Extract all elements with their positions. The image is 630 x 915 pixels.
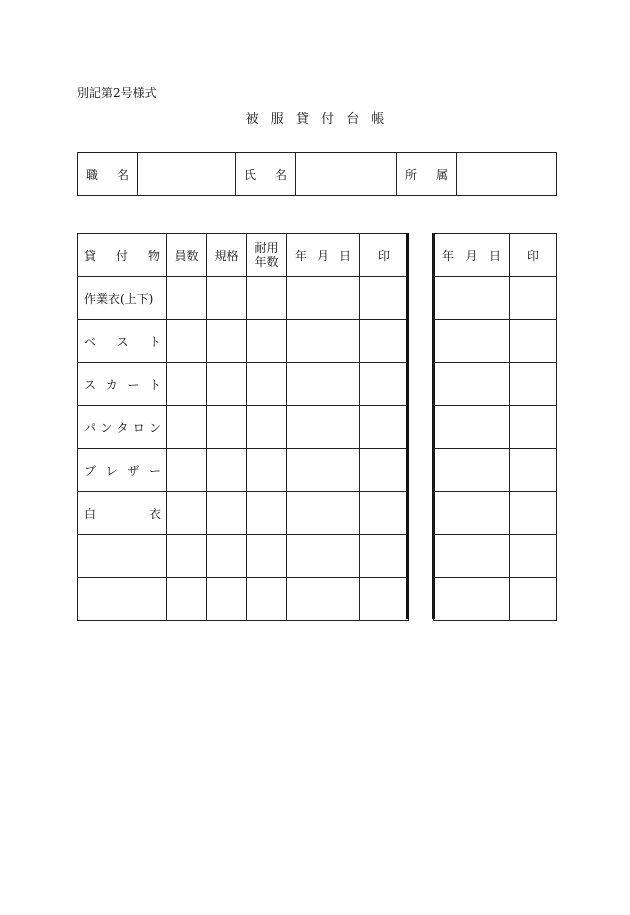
spec-cell[interactable] [207,449,247,492]
service-life-cell[interactable] [247,406,287,449]
date-cell[interactable] [287,535,360,578]
return-row [434,492,557,535]
date-cell[interactable] [287,320,360,363]
spec-cell[interactable] [207,277,247,320]
return-date-cell[interactable] [434,535,510,578]
header-count: 員数 [167,234,207,277]
date-cell[interactable] [287,578,360,621]
table-row [78,492,409,535]
count-cell[interactable] [167,406,207,449]
count-cell[interactable] [167,277,207,320]
loan-table [77,233,409,621]
seal-cell[interactable] [360,277,409,320]
return-date-cell[interactable] [434,492,510,535]
service-life-cell[interactable] [247,578,287,621]
service-life-cell[interactable] [247,535,287,578]
item-name-cell: ベ ス ト [78,320,167,363]
seal-cell[interactable] [360,492,409,535]
seal-cell[interactable] [360,406,409,449]
spec-cell[interactable] [207,363,247,406]
return-seal-cell[interactable] [510,578,557,621]
job-title-field[interactable] [138,153,236,196]
affiliation-field[interactable] [457,153,557,196]
date-cell[interactable] [287,492,360,535]
count-cell[interactable] [167,535,207,578]
title-char: 台 [346,112,360,127]
service-life-cell[interactable] [247,363,287,406]
form-number: 別記第2号様式 [77,86,157,100]
return-header-row [434,234,557,277]
return-date-cell[interactable] [434,406,510,449]
return-row [434,578,557,621]
return-row [434,277,557,320]
title-char: 貸 [295,112,309,127]
item-name-cell: ブ レ ザ ー [78,449,167,492]
item-name-cell [78,535,167,578]
return-date-cell[interactable] [434,449,510,492]
title-char: 付 [321,112,335,127]
divider-left [406,233,409,619]
header-spec: 規格 [207,234,247,277]
name-field[interactable] [296,153,397,196]
spec-cell[interactable] [207,535,247,578]
header-date: 年 月 日 [287,234,360,277]
table-row [78,449,409,492]
count-cell[interactable] [167,449,207,492]
date-cell[interactable] [287,449,360,492]
service-life-cell[interactable] [247,320,287,363]
affiliation-label: 所 属 [397,153,457,196]
title-char: 服 [270,112,284,127]
return-seal-cell[interactable] [510,492,557,535]
seal-cell[interactable] [360,449,409,492]
return-row [434,406,557,449]
table-row [78,363,409,406]
return-date-cell[interactable] [434,363,510,406]
count-cell[interactable] [167,578,207,621]
header-seal: 印 [360,234,409,277]
date-cell[interactable] [287,277,360,320]
spec-cell[interactable] [207,320,247,363]
return-table [433,233,557,621]
item-name-cell [78,578,167,621]
spec-cell[interactable] [207,406,247,449]
info-table [77,152,557,196]
return-date-cell[interactable] [434,320,510,363]
title-char: 被 [245,112,259,127]
title-char: 帳 [371,112,385,127]
return-seal-cell[interactable] [510,449,557,492]
return-date-cell[interactable] [434,277,510,320]
count-cell[interactable] [167,363,207,406]
service-life-cell[interactable] [247,492,287,535]
item-name-cell: 白 衣 [78,492,167,535]
spec-cell[interactable] [207,578,247,621]
table-row [78,535,409,578]
count-cell[interactable] [167,320,207,363]
return-row [434,363,557,406]
page-title [0,108,630,127]
spec-cell[interactable] [207,492,247,535]
return-header-seal: 印 [510,234,557,277]
table-header-row [78,234,409,277]
item-name-cell: 作業衣(上下) [78,277,167,320]
table-row [78,320,409,363]
table-row [78,277,409,320]
name-label: 氏 名 [236,153,296,196]
seal-cell[interactable] [360,535,409,578]
seal-cell[interactable] [360,320,409,363]
service-life-cell[interactable] [247,449,287,492]
count-cell[interactable] [167,492,207,535]
return-row [434,449,557,492]
table-row [78,578,409,621]
return-seal-cell[interactable] [510,320,557,363]
return-seal-cell[interactable] [510,535,557,578]
return-seal-cell[interactable] [510,277,557,320]
seal-cell[interactable] [360,578,409,621]
return-row [434,535,557,578]
date-cell[interactable] [287,406,360,449]
item-name-cell: ス カ ー ト [78,363,167,406]
return-row [434,320,557,363]
return-date-cell[interactable] [434,578,510,621]
header-service-life: 耐用 年数 [247,234,287,277]
return-header-date: 年 月 日 [434,234,510,277]
header-item: 貸 付 物 [78,234,167,277]
table-row [78,406,409,449]
seal-cell[interactable] [360,363,409,406]
return-seal-cell[interactable] [510,406,557,449]
job-title-label: 職 名 [78,153,138,196]
return-seal-cell[interactable] [510,363,557,406]
date-cell[interactable] [287,363,360,406]
service-life-cell[interactable] [247,277,287,320]
item-name-cell: パ ン タ ロ ン [78,406,167,449]
